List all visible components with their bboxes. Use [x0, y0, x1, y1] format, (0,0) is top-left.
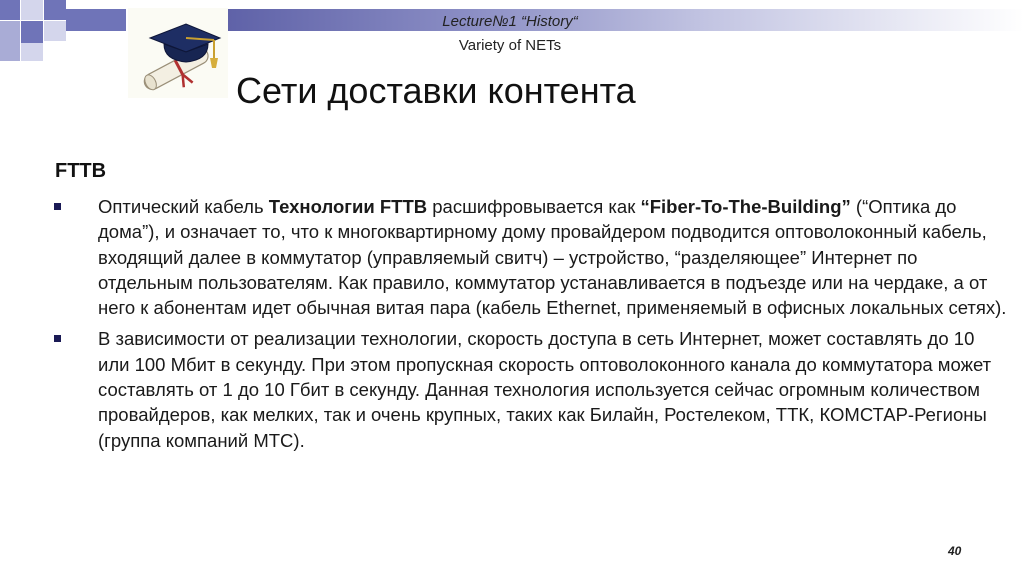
lecture-subheader: Variety of NETs	[458, 37, 562, 54]
decor-square	[21, 21, 43, 43]
page-number: 40	[948, 544, 962, 558]
list-item	[48, 326, 1008, 452]
section-heading: FTTB	[55, 160, 107, 182]
bold-term: Технологии FTTB	[268, 196, 428, 217]
decor-square	[44, 21, 66, 41]
decor-square	[0, 0, 20, 20]
decor-square	[44, 0, 66, 20]
text-run: расшифровывается как	[427, 196, 641, 217]
text-run: Оптический кабель	[98, 196, 269, 217]
decor-square	[0, 21, 20, 43]
square-bullet-icon	[54, 335, 61, 342]
decor-square	[0, 43, 20, 61]
text-run: В зависимости от реализации технологии, скорость доступа в сеть Интернет, может составлять до 10 или 100 Мбит в секунду. При этом пропускная скорость оптоволоконного канала до коммутатора может составлять от 1 до 10 Гбит в секунду. Данная технология используется сейчас огромным количеством провайдеров, как мелких, так и очень крупных, таких как Билайн, Ростелеком, ТТК, КОМСТАР-Регионы (группа компаний МТС).	[98, 328, 992, 451]
lecture-header: Lecture№1 “History“	[442, 13, 578, 30]
decor-square	[21, 0, 43, 20]
bold-term: “Fiber-To-The-Building”	[640, 196, 851, 217]
decor-square	[21, 43, 43, 61]
decor-square	[66, 9, 126, 31]
text-run: (“Оптика до дома”), и означает то, что к многоквартирному дому провайдером подводится оптоволоконный кабель, входящий далее в коммутатор (управляемый свитч) – устройство, “разделяющее” Интернет по отдельным пользователям. Как правило, коммутатор устанавливается в подъезде или на чердаке, а от него к абонентам идет обычная витая пара (кабель Ethernet, применяемый в офисных локальных сетях).	[98, 196, 1007, 319]
graduation-cap-diploma-icon	[128, 8, 228, 98]
square-bullet-icon	[54, 203, 61, 210]
slide-title: Сети доставки контента	[236, 70, 636, 111]
bullet-list	[48, 194, 1008, 459]
list-item	[48, 194, 1008, 320]
